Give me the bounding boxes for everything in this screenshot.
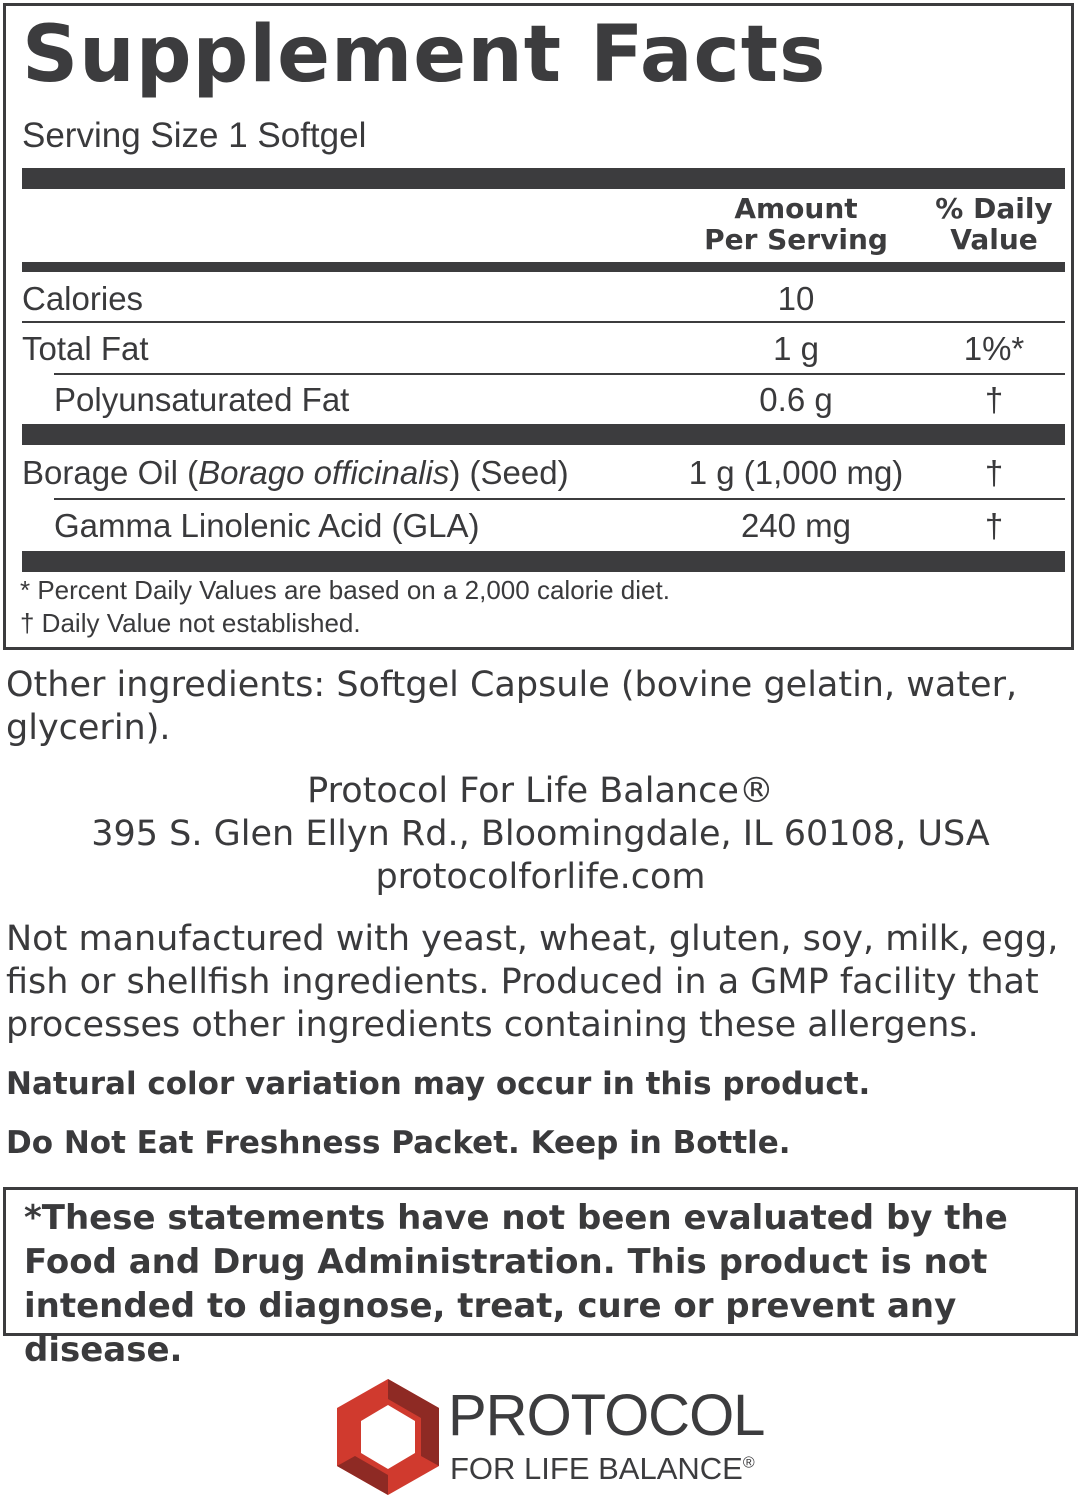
footnote-daily-values: * Percent Daily Values are based on a 2,000 calorie diet. bbox=[20, 575, 670, 605]
row-amount-calories: 10 bbox=[777, 280, 815, 317]
fda-disclaimer: *These statements have not been evaluated by the Food and Drug Administration. This product is not intended to diagnose, treat, cure or prevent any disease. bbox=[24, 1198, 1008, 1370]
row-label-polyunsaturated-fat: Polyunsaturated Fat bbox=[54, 381, 350, 418]
row-amount-polyunsaturated-fat: 0.6 g bbox=[759, 381, 833, 418]
row-dv-polyunsaturated-fat: † bbox=[984, 381, 1004, 418]
row-label-total-fat: Total Fat bbox=[22, 330, 149, 367]
row-divider bbox=[54, 373, 1065, 375]
row-dv-borage-oil: † bbox=[984, 454, 1004, 491]
thick-divider bbox=[22, 168, 1065, 189]
company-name: Protocol For Life Balance® bbox=[307, 771, 774, 811]
thick-divider bbox=[22, 551, 1065, 572]
daily-value-header: % Daily Value bbox=[935, 192, 1053, 256]
supplement-facts-panel bbox=[3, 3, 1074, 650]
hexagon-logo-icon bbox=[333, 1377, 443, 1497]
freshness-packet-note: Do Not Eat Freshness Packet. Keep in Bottle. bbox=[6, 1125, 791, 1161]
amount-per-serving-header: Amount Per Serving bbox=[704, 192, 888, 256]
protocol-logo bbox=[333, 1377, 773, 1497]
medium-divider bbox=[22, 262, 1065, 272]
row-divider bbox=[54, 498, 1065, 500]
row-label-gla: Gamma Linolenic Acid (GLA) bbox=[54, 507, 480, 544]
brand-name: PROTOCOL bbox=[448, 1383, 765, 1448]
row-dv-gla: † bbox=[984, 507, 1004, 544]
row-amount-gla: 240 mg bbox=[740, 507, 852, 544]
color-variation-note: Natural color variation may occur in this product. bbox=[6, 1066, 871, 1102]
row-dv-total-fat: 1%* bbox=[963, 330, 1025, 367]
latin-name: Borago officinalis bbox=[198, 454, 450, 491]
company-address: 395 S. Glen Ellyn Rd., Bloomingdale, IL 60108, USA bbox=[91, 814, 990, 854]
fda-disclaimer-box bbox=[3, 1187, 1078, 1370]
facts-title: Supplement Facts bbox=[22, 10, 827, 100]
row-divider bbox=[22, 321, 1065, 323]
brand-tagline: FOR LIFE BALANCE® bbox=[450, 1451, 755, 1486]
allergen-statement: Not manufactured with yeast, wheat, gluten, soy, milk, egg, fish or shellfish ingredients. Produced in a GMP facility that processes other ingredients containing these allergens. bbox=[6, 919, 1059, 1045]
row-label-borage-oil: Borage Oil (Borago officinalis) (Seed) bbox=[22, 454, 569, 491]
row-label-calories: Calories bbox=[22, 280, 144, 317]
footnote-not-established: † Daily Value not established. bbox=[20, 608, 361, 638]
other-ingredients: Other ingredients: Softgel Capsule (bovine gelatin, water, glycerin). bbox=[6, 665, 1018, 748]
row-amount-total-fat: 1 g bbox=[773, 330, 819, 367]
company-info bbox=[0, 770, 1081, 899]
row-amount-borage-oil: 1 g (1,000 mg) bbox=[688, 454, 904, 491]
serving-size: Serving Size 1 Softgel bbox=[22, 116, 367, 155]
company-website: protocolforlife.com bbox=[375, 857, 706, 897]
thick-divider bbox=[22, 424, 1065, 445]
registered-mark: ® bbox=[742, 1454, 755, 1472]
